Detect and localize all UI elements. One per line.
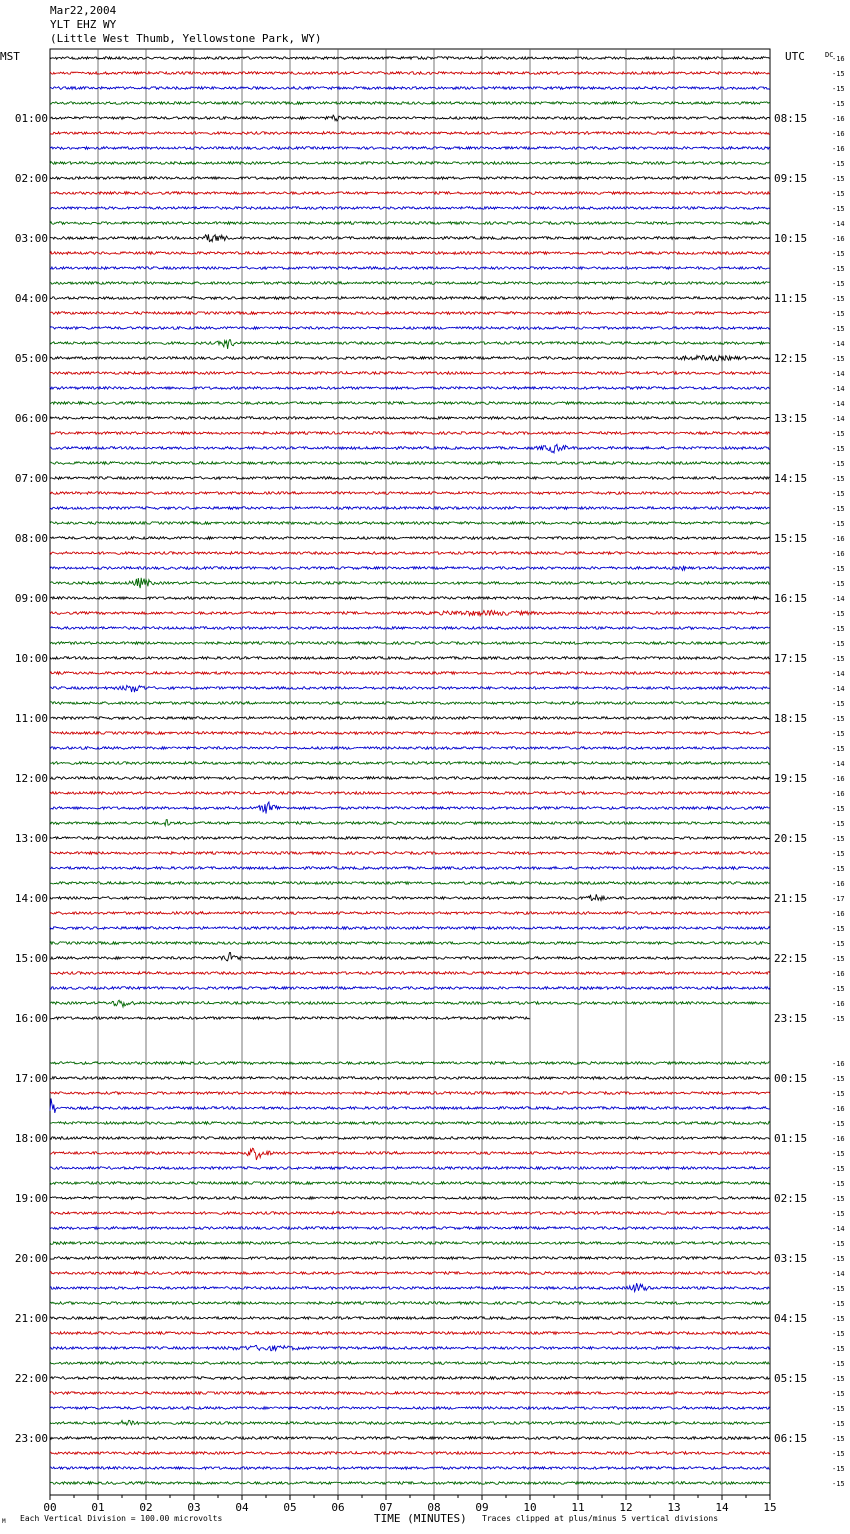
chart-date: Mar22,2004: [50, 4, 117, 17]
dc-offset-label: -15: [832, 610, 845, 618]
seismic-trace: [50, 732, 770, 735]
dc-offset-label: -15: [832, 490, 845, 498]
seismic-trace: [50, 492, 770, 495]
dc-offset-label: -16: [832, 790, 845, 798]
seismic-trace: [50, 537, 770, 540]
mst-hour-label: 06:00: [14, 412, 48, 425]
dc-offset-label: -15: [832, 1390, 845, 1398]
dc-offset-label: -15: [832, 1480, 845, 1488]
seismic-trace: [50, 312, 770, 315]
mst-hour-label: 08:00: [14, 532, 48, 545]
mst-hour-label: 11:00: [14, 712, 48, 725]
dc-offset-label: -15: [832, 1285, 845, 1293]
dc-offset-label: -16: [832, 235, 845, 243]
dc-offset-label: -15: [832, 295, 845, 303]
mst-hour-label: 12:00: [14, 772, 48, 785]
dc-offset-label: -15: [832, 655, 845, 663]
seismic-trace: [50, 1227, 770, 1230]
seismic-trace: [50, 953, 770, 961]
utc-hour-label: 13:15: [774, 412, 808, 425]
seismic-trace: [50, 762, 770, 765]
seismic-trace: [50, 1377, 770, 1380]
seismic-trace: [50, 132, 770, 135]
seismic-trace: [50, 1000, 770, 1007]
seismic-trace: [50, 340, 770, 349]
seismic-trace: [50, 417, 770, 420]
dc-offset-label: -15: [832, 565, 845, 573]
seismic-trace: [50, 147, 770, 150]
seismic-trace: [50, 1302, 770, 1305]
dc-offset-label: -15: [832, 160, 845, 168]
dc-offset-label: -15: [832, 1210, 845, 1218]
x-tick-label: 08: [427, 1501, 441, 1514]
utc-hour-label: 18:15: [774, 712, 808, 725]
dc-offset-label: -15: [832, 730, 845, 738]
seismic-trace: [50, 297, 770, 300]
trace-layer: [50, 57, 770, 1485]
dc-offset-label: -15: [832, 1300, 845, 1308]
dc-offset-label: -15: [832, 940, 845, 948]
dc-offset-label: -15: [832, 520, 845, 528]
dc-offset-label: -15: [832, 850, 845, 858]
dc-offset-label: -15: [832, 640, 845, 648]
seismic-trace: [50, 222, 770, 225]
seismic-trace: [50, 1242, 770, 1245]
dc-offset-label: -15: [832, 430, 845, 438]
dc-offset-label: -15: [832, 1315, 845, 1323]
seismic-trace: [50, 912, 770, 915]
dc-offset-label: -16: [832, 1060, 845, 1068]
seismic-trace: [50, 234, 770, 241]
dc-offset-label: -15: [832, 1360, 845, 1368]
seismic-trace: [50, 942, 770, 945]
dc-offset-label: -17: [832, 895, 845, 903]
scale-note: Each Vertical Division = 100.00 microvolts: [20, 1514, 223, 1523]
dc-offset-label: -14: [832, 1270, 845, 1278]
dc-offset-label: -15: [832, 925, 845, 933]
utc-hour-label: 12:15: [774, 352, 808, 365]
seismic-trace: [50, 1272, 770, 1275]
plot-frame: [50, 49, 770, 1495]
utc-hour-label: 20:15: [774, 832, 808, 845]
dc-offset-label: -15: [832, 70, 845, 78]
corner-mark: M: [2, 1518, 6, 1525]
seismic-trace: [50, 867, 770, 870]
seismic-trace: [50, 1283, 770, 1291]
seismic-trace: [50, 747, 770, 750]
mst-hour-label: 10:00: [14, 652, 48, 665]
dc-offset-label: -15: [832, 1450, 845, 1458]
dc-offset-label: -15: [832, 1165, 845, 1173]
mst-axis-label: MST: [0, 50, 20, 63]
seismic-trace: [50, 685, 770, 692]
mst-hour-label: 14:00: [14, 892, 48, 905]
seismic-trace: [50, 1122, 770, 1125]
seismic-trace: [50, 927, 770, 930]
dc-offset-label: -15: [832, 955, 845, 963]
dc-offset-label: -15: [832, 1420, 845, 1428]
seismic-trace: [50, 1437, 770, 1440]
dc-offset-label: -16: [832, 970, 845, 978]
seismic-trace: [50, 1092, 770, 1095]
x-tick-label: 09: [475, 1501, 489, 1514]
seismic-trace: [50, 327, 770, 330]
dc-offset-label: -16: [832, 550, 845, 558]
seismic-trace: [50, 115, 770, 121]
dc-offset-label: -14: [832, 220, 845, 228]
utc-hour-label: 23:15: [774, 1012, 808, 1025]
seismic-trace: [50, 777, 770, 780]
seismic-trace: [50, 507, 770, 510]
dc-offset-label: -14: [832, 415, 845, 423]
seismic-trace: [50, 610, 770, 615]
dc-offset-label: -16: [832, 115, 845, 123]
seismic-trace: [50, 882, 770, 885]
dc-offset-label: -15: [832, 205, 845, 213]
utc-hour-label: 06:15: [774, 1432, 808, 1445]
seismic-trace: [50, 820, 770, 826]
utc-hour-label: 03:15: [774, 1252, 808, 1265]
seismic-trace: [50, 1099, 770, 1113]
dc-offset-label: -16: [832, 145, 845, 153]
seismic-trace: [50, 1257, 770, 1260]
x-tick-label: 07: [379, 1501, 393, 1514]
dc-offset-label: -15: [832, 460, 845, 468]
dc-offset-label: -14: [832, 400, 845, 408]
seismic-trace: [50, 1392, 770, 1395]
dc-offset-label: -15: [832, 805, 845, 813]
seismic-trace: [50, 894, 770, 900]
seismic-trace: [50, 267, 770, 270]
seismic-trace: [50, 192, 770, 195]
dc-offset-label: -14: [832, 370, 845, 378]
dc-axis-label: DC: [825, 51, 834, 59]
mst-hour-label: 07:00: [14, 472, 48, 485]
x-axis-label: TIME (MINUTES): [374, 1512, 467, 1525]
utc-hour-label: 09:15: [774, 172, 808, 185]
utc-hour-label: 10:15: [774, 232, 808, 245]
seismic-trace: [50, 578, 770, 588]
dc-offset-label: -15: [832, 1465, 845, 1473]
station-code: YLT EHZ WY: [50, 18, 117, 31]
x-tick-label: 11: [571, 1501, 585, 1514]
seismic-trace: [50, 702, 770, 705]
seismic-trace: [50, 657, 770, 660]
dc-offset-label: -14: [832, 760, 845, 768]
seismic-trace: [50, 1182, 770, 1185]
mst-hour-label: 20:00: [14, 1252, 48, 1265]
dc-offset-label: -15: [832, 280, 845, 288]
mst-hour-label: 13:00: [14, 832, 48, 845]
x-tick-label: 04: [235, 1501, 249, 1514]
mst-hour-label: 05:00: [14, 352, 48, 365]
dc-offset-label: -15: [832, 1375, 845, 1383]
dc-offset-label: -16: [832, 1135, 845, 1143]
dc-offset-label: -16: [832, 130, 845, 138]
seismic-trace: [50, 717, 770, 720]
dc-offset-label: -14: [832, 685, 845, 693]
seismic-trace: [50, 1197, 770, 1200]
dc-offset-label: -15: [832, 1075, 845, 1083]
utc-hour-label: 14:15: [774, 472, 808, 485]
dc-offset-label: -15: [832, 355, 845, 363]
seismic-trace: [50, 1212, 770, 1215]
utc-hour-label: 05:15: [774, 1372, 808, 1385]
dc-offset-label: -15: [832, 265, 845, 273]
seismic-trace: [50, 1482, 770, 1485]
utc-hour-label: 02:15: [774, 1192, 808, 1205]
utc-hour-label: 19:15: [774, 772, 808, 785]
seismic-trace: [50, 1317, 770, 1320]
dc-offset-label: -15: [832, 1435, 845, 1443]
seismic-trace: [50, 1077, 770, 1080]
x-tick-label: 10: [523, 1501, 537, 1514]
seismic-trace: [50, 522, 770, 525]
utc-hour-label: 08:15: [774, 112, 808, 125]
mst-hour-label: 01:00: [14, 112, 48, 125]
utc-hour-label: 22:15: [774, 952, 808, 965]
seismic-trace: [50, 1345, 770, 1350]
seismic-trace: [50, 597, 770, 600]
dc-offset-label: -15: [832, 835, 845, 843]
dc-offset-label: -16: [832, 1000, 845, 1008]
seismic-trace: [50, 1407, 770, 1410]
x-tick-label: 14: [715, 1501, 729, 1514]
dc-offset-label: -15: [832, 580, 845, 588]
mst-hour-label: 23:00: [14, 1432, 48, 1445]
dc-offset-label: -15: [832, 325, 845, 333]
dc-offset-label: -15: [832, 700, 845, 708]
dc-offset-label: -15: [832, 1195, 845, 1203]
dc-offset-label: -16: [832, 55, 845, 63]
seismic-trace: [50, 444, 770, 453]
seismic-trace: [50, 282, 770, 285]
clip-note: Traces clipped at plus/minus 5 vertical divisions: [482, 1514, 719, 1523]
seismic-trace: [50, 566, 770, 571]
mst-hour-label: 09:00: [14, 592, 48, 605]
mst-hour-label: 16:00: [14, 1012, 48, 1025]
seismic-trace: [50, 102, 770, 105]
dc-offset-label: -16: [832, 1105, 845, 1113]
seismic-trace: [50, 162, 770, 165]
x-tick-label: 01: [91, 1501, 105, 1514]
dc-offset-label: -15: [832, 715, 845, 723]
dc-offset-label: -15: [832, 250, 845, 258]
utc-hour-label: 15:15: [774, 532, 808, 545]
seismic-trace: [50, 207, 770, 210]
dc-offset-label: -15: [832, 85, 845, 93]
dc-offset-label: -15: [832, 1150, 845, 1158]
dc-offset-label: -14: [832, 595, 845, 603]
seismic-trace: [50, 1332, 770, 1335]
utc-hour-label: 00:15: [774, 1072, 808, 1085]
dc-offset-label: -15: [832, 1015, 845, 1023]
seismic-trace: [50, 1362, 770, 1365]
dc-offset-label: -14: [832, 1225, 845, 1233]
utc-hour-label: 16:15: [774, 592, 808, 605]
dc-offset-label: -15: [832, 1240, 845, 1248]
seismic-trace: [50, 177, 770, 180]
x-tick-label: 12: [619, 1501, 633, 1514]
dc-offset-label: -15: [832, 1120, 845, 1128]
dc-offset-label: -15: [832, 1255, 845, 1263]
dc-offset-label: -15: [832, 820, 845, 828]
seismic-trace: [50, 972, 770, 975]
seismic-trace: [50, 387, 770, 390]
dc-offset-label: -15: [832, 625, 845, 633]
dc-offset-label: -15: [832, 445, 845, 453]
dc-offset-label: -15: [832, 985, 845, 993]
dc-offset-label: -14: [832, 340, 845, 348]
mst-hour-label: 21:00: [14, 1312, 48, 1325]
seismic-trace: [50, 87, 770, 90]
seismic-trace: [50, 1148, 770, 1160]
dc-offset-label: -14: [832, 385, 845, 393]
mst-hour-label: 17:00: [14, 1072, 48, 1085]
mst-hour-label: 15:00: [14, 952, 48, 965]
mst-hour-label: 19:00: [14, 1192, 48, 1205]
seismic-trace: [50, 672, 770, 675]
dc-offset-label: -15: [832, 1405, 845, 1413]
seismic-trace: [50, 852, 770, 855]
dc-offset-label: -15: [832, 190, 845, 198]
seismic-trace: [50, 627, 770, 630]
utc-hour-label: 21:15: [774, 892, 808, 905]
dc-offset-label: -15: [832, 100, 845, 108]
seismic-trace: [50, 1467, 770, 1470]
label-layer: [0, 50, 845, 1514]
station-location: (Little West Thumb, Yellowstone Park, WY): [50, 32, 322, 45]
mst-hour-label: 22:00: [14, 1372, 48, 1385]
seismic-trace: [50, 1137, 770, 1140]
x-tick-label: 06: [331, 1501, 345, 1514]
x-tick-label: 15: [763, 1501, 777, 1514]
utc-hour-label: 17:15: [774, 652, 808, 665]
dc-offset-label: -15: [832, 1345, 845, 1353]
dc-offset-label: -16: [832, 775, 845, 783]
utc-hour-label: 01:15: [774, 1132, 808, 1145]
seismic-trace: [50, 1167, 770, 1170]
dc-offset-label: -15: [832, 505, 845, 513]
seismic-trace: [50, 462, 770, 465]
x-tick-label: 02: [139, 1501, 153, 1514]
seismic-trace: [50, 477, 770, 480]
dc-offset-label: -15: [832, 745, 845, 753]
utc-axis-label: UTC: [785, 50, 805, 63]
mst-hour-label: 02:00: [14, 172, 48, 185]
mst-hour-label: 03:00: [14, 232, 48, 245]
dc-offset-label: -16: [832, 910, 845, 918]
dc-offset-label: -15: [832, 175, 845, 183]
dc-offset-label: -15: [832, 1090, 845, 1098]
dc-offset-label: -16: [832, 535, 845, 543]
dc-offset-label: -15: [832, 310, 845, 318]
seismic-trace: [50, 57, 770, 60]
x-tick-label: 13: [667, 1501, 681, 1514]
x-tick-label: 00: [43, 1501, 57, 1514]
mst-hour-label: 04:00: [14, 292, 48, 305]
dc-offset-label: -16: [832, 880, 845, 888]
dc-offset-label: -15: [832, 1180, 845, 1188]
seismic-trace: [50, 1062, 770, 1065]
seismic-trace: [50, 72, 770, 75]
utc-hour-label: 11:15: [774, 292, 808, 305]
seismic-trace: [50, 987, 770, 990]
seismic-trace: [50, 837, 770, 840]
seismic-trace: [50, 802, 770, 814]
seismic-trace: [50, 432, 770, 435]
dc-offset-label: -15: [832, 475, 845, 483]
dc-offset-label: -14: [832, 670, 845, 678]
seismic-trace: [50, 252, 770, 255]
mst-hour-label: 18:00: [14, 1132, 48, 1145]
seismic-trace: [50, 1452, 770, 1455]
x-tick-label: 03: [187, 1501, 201, 1514]
seismic-trace: [50, 402, 770, 405]
seismic-trace: [50, 642, 770, 645]
dc-offset-label: -15: [832, 1330, 845, 1338]
seismic-trace: [50, 1420, 770, 1425]
utc-hour-label: 04:15: [774, 1312, 808, 1325]
seismic-trace: [50, 792, 770, 795]
seismic-trace: [50, 552, 770, 555]
x-tick-label: 05: [283, 1501, 297, 1514]
seismic-trace: [50, 372, 770, 375]
dc-offset-label: -15: [832, 865, 845, 873]
seismic-trace: [50, 355, 770, 361]
